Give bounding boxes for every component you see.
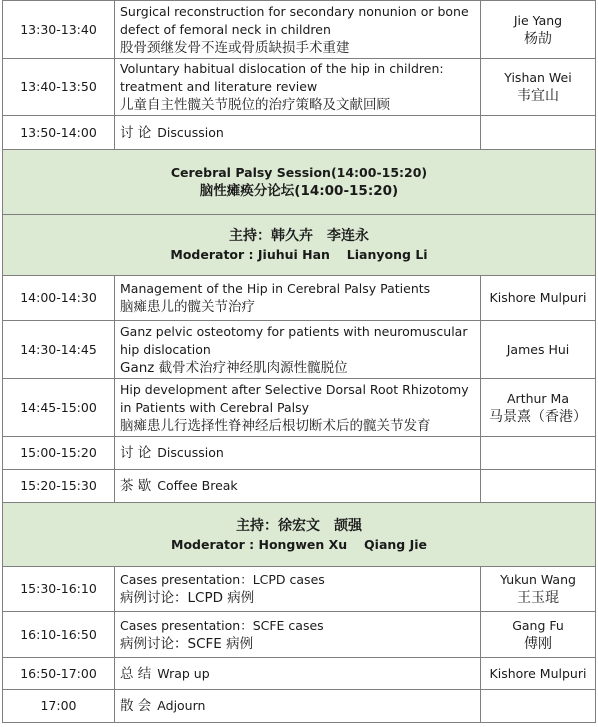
speaker-cell (481, 567, 596, 612)
topic-cell (115, 379, 481, 437)
topic-zh: 儿童自主性髋关节脱位的治疗策略及文献回顾 (120, 97, 390, 113)
topic-cell (115, 690, 481, 723)
table-row (3, 437, 596, 470)
moderator-zh: 主持：韩久卉 李连永 (229, 228, 369, 244)
topic-en: Discussion (157, 124, 224, 140)
speaker-cell (481, 612, 596, 658)
topic-zh: 病例讨论：LCPD 病例 (120, 590, 255, 606)
topic-cell (115, 612, 481, 658)
topic-zh: Ganz 截骨术治疗神经肌肉源性髋脱位 (120, 359, 348, 376)
speaker-cell (481, 59, 596, 116)
topic-zh: 讨 论 (120, 124, 152, 141)
topic-zh: 茶 歇 (120, 478, 152, 494)
topic-en: Cases presentation：SCFE cases (120, 617, 324, 633)
speaker-zh: 韦宜山 (517, 88, 559, 104)
topic-en: Ganz pelvic osteotomy for patients with neuromuscular hip dislocation (120, 323, 468, 357)
topic-cell (115, 321, 481, 379)
topic-en: Cases presentation：LCPD cases (120, 572, 325, 587)
table-row (3, 612, 596, 658)
topic-en: Management of the Hip in Cerebral Palsy Patients (120, 281, 431, 296)
speaker-cell (481, 276, 596, 321)
session-title-en: Cerebral Palsy Session(14:00-15:20) (170, 164, 428, 180)
topic-cell (115, 116, 481, 150)
table-row (3, 321, 596, 379)
time-cell: 16:50-17:00 (3, 658, 115, 690)
time-cell: 13:40-13:50 (3, 59, 115, 116)
topic-en: Wrap up (157, 665, 210, 681)
speaker-en: Kishore Mulpuri (489, 290, 587, 305)
time-cell: 14:45-15:00 (3, 379, 115, 437)
table-row (3, 276, 596, 321)
speaker-zh: 傅刚 (524, 635, 552, 652)
speaker-en: Kishore Mulpuri (489, 665, 587, 681)
topic-zh: 总 结 (120, 665, 152, 682)
time-cell: 15:20-15:30 (3, 470, 115, 503)
table-row (3, 1, 596, 59)
time-cell: 17:00 (3, 690, 115, 723)
time-cell: 13:30-13:40 (3, 1, 115, 59)
moderator-en: Moderator : Jiuhui Han Lianyong Li (170, 247, 428, 262)
time-cell: 13:50-14:00 (3, 116, 115, 150)
moderator-row (3, 215, 596, 276)
moderator-header (3, 215, 596, 276)
topic-zh: 散 会 (120, 698, 152, 714)
speaker-cell (481, 690, 596, 723)
table-row (3, 59, 596, 116)
speaker-zh: 王玉琨 (517, 590, 559, 606)
topic-zh: 脑瘫患儿的髋关节治疗 (120, 299, 255, 315)
speaker-en: Gang Fu (512, 617, 564, 633)
topic-zh: 脑瘫患儿行选择性脊神经后根切断术后的髋关节发育 (120, 417, 431, 434)
table-row (3, 658, 596, 690)
time-cell: 16:10-16:50 (3, 612, 115, 658)
topic-cell (115, 1, 481, 59)
topic-cell (115, 567, 481, 612)
topic-zh: 讨 论 (120, 445, 152, 461)
speaker-cell (481, 470, 596, 503)
topic-cell (115, 276, 481, 321)
time-cell: 14:30-14:45 (3, 321, 115, 379)
speaker-cell (481, 658, 596, 690)
time-cell: 15:30-16:10 (3, 567, 115, 612)
topic-cell (115, 437, 481, 470)
speaker-cell (481, 321, 596, 379)
speaker-cell (481, 437, 596, 470)
topic-en: Surgical reconstruction for secondary nonunion or bone defect of femoral neck in children (120, 3, 469, 37)
program-table (2, 0, 596, 723)
speaker-cell (481, 379, 596, 437)
speaker-zh: 杨劼 (524, 30, 552, 47)
speaker-en: James Hui (506, 341, 570, 357)
session-header (3, 150, 596, 215)
table-row (3, 470, 596, 503)
speaker-zh: 马景熹（香港） (489, 408, 587, 425)
time-cell: 15:00-15:20 (3, 437, 115, 470)
topic-en: Coffee Break (157, 478, 238, 493)
speaker-en: Jie Yang (513, 12, 563, 28)
topic-cell (115, 658, 481, 690)
speaker-en: Arthur Ma (507, 390, 569, 406)
topic-en: Hip development after Selective Dorsal Root Rhizotomy in Patients with Cerebral Palsy (120, 381, 469, 415)
topic-en: Discussion (157, 445, 224, 460)
time-cell: 14:00-14:30 (3, 276, 115, 321)
speaker-en: Yukun Wang (500, 572, 576, 587)
speaker-cell (481, 1, 596, 59)
session-header-row (3, 150, 596, 215)
moderator-zh: 主持：徐宏文 颉强 (236, 517, 362, 534)
topic-cell (115, 470, 481, 503)
table-row (3, 567, 596, 612)
topic-zh: 病例讨论：SCFE 病例 (120, 635, 254, 652)
table-row (3, 116, 596, 150)
moderator-header (3, 503, 596, 567)
table-row (3, 379, 596, 437)
topic-zh: 股骨颈继发骨不连或骨质缺损手术重建 (120, 39, 350, 56)
moderator-en: Moderator : Hongwen Xu Qiang Jie (171, 536, 427, 552)
table-row (3, 690, 596, 723)
speaker-en: Yishan Wei (504, 70, 572, 85)
topic-en: Adjourn (157, 698, 206, 713)
speaker-cell (481, 116, 596, 150)
topic-cell (115, 59, 481, 116)
moderator-row (3, 503, 596, 567)
topic-en: Voluntary habitual dislocation of the hip in children: treatment and literature review (120, 61, 444, 94)
session-title-zh: 脑性瘫痪分论坛(14:00-15:20) (199, 182, 399, 199)
